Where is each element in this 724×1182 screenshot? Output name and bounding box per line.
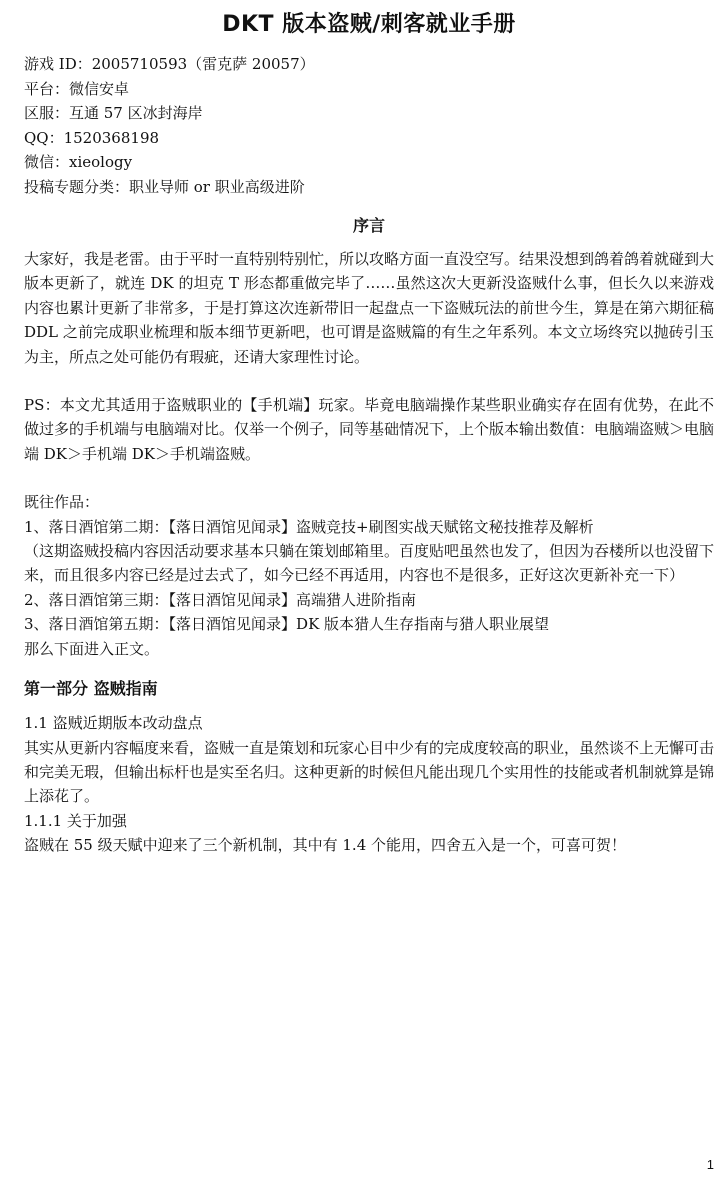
platform-line: 平台：微信安卓 xyxy=(24,79,130,98)
previous-work-item: 1、落日酒馆第二期：【落日酒馆见闻录】盗贼竞技+刷图实战天赋铭文秘技推荐及解析 xyxy=(24,517,594,536)
wechat-line: 微信：xieology xyxy=(24,153,133,171)
section-1-1-paragraph: 其实从更新内容幅度来看，盗贼一直是策划和玩家心目中少有的完成度较高的职业，虽然谈不上无懈可击和完美无瑕，但输出标杆也是实至名归。这种更新的时候但凡能出现几个实用性的技能或者机制就算是锦上添花了。 xyxy=(24,738,715,806)
section-1-1-1-paragraph: 盗贼在 55 级天赋中迎来了三个新机制，其中有 1.4 个能用，四舍五入是一个，可喜可贺！ xyxy=(24,836,627,855)
document-page xyxy=(24,0,714,858)
document-title: DKT 版本盗贼/刺客就业手册 xyxy=(222,12,516,37)
category-line: 投稿专题分类：职业导师 or 职业高级进阶 xyxy=(24,177,305,196)
qq-line: QQ：1520368198 xyxy=(24,128,160,147)
previous-work-note: （这期盗贼投稿内容因活动要求基本只躺在策划邮箱里。百度贴吧虽然也发了，但因为吞楼所以也没留下来，而且很多内容已经是过去式了，如今已经不再适用，内容也不是很多，正好这次更新补充一下） xyxy=(24,542,715,585)
preface-heading: 序言 xyxy=(352,216,385,235)
transition-text: 那么下面进入正文。 xyxy=(24,639,160,658)
game-id-line: 游戏 ID：2005710593（雷克萨 20057） xyxy=(24,55,315,73)
previous-work-item: 2、落日酒馆第三期：【落日酒馆见闻录】高端猎人进阶指南 xyxy=(24,590,417,609)
previous-work-item: 3、落日酒馆第五期：【落日酒馆见闻录】DK 版本猎人生存指南与猎人职业展望 xyxy=(24,615,550,634)
page-number: 1 xyxy=(706,1157,714,1172)
ps-paragraph: PS：本文尤其适用于盗贼职业的【手机端】玩家。毕竟电脑端操作某些职业确实存在固有优势，在此不做过多的手机端与电脑端对比。仅举一个例子，同等基础情况下，上个版本输出数值：电脑端盗贼＞电脑端 DK＞手机端 DK＞手机端盗贼。 xyxy=(24,396,715,463)
previous-works-title: 既往作品： xyxy=(24,493,100,512)
spacer xyxy=(24,369,714,393)
server-line: 区服：互通 57 区冰封海岸 xyxy=(24,104,203,122)
part-one-heading: 第一部分 盗贼指南 xyxy=(24,679,158,699)
author-info xyxy=(24,52,714,199)
section-1-1-heading: 1.1 盗贼近期版本改动盘点 xyxy=(24,714,203,733)
spacer xyxy=(24,466,714,490)
preface-paragraph: 大家好，我是老雷。由于平时一直特别特别忙，所以攻略方面一直没空写。结果没想到鸽着鸽着就碰到大版本更新了，就连 DK 的坦克 T 形态都重做完毕了……虽然这次大更新没盗贼什么事，但长久以来游戏内容也累计更新了非常多，于是打算这次连新带旧一起盘点一下盗贼玩法的前世今生，算是在第六期征稿 DDL 之前完成职业梳理和版本细节更新吧，也可谓是盗贼篇的有生之年系列。本文立场终究以抛砖引玉为主，所点之处可能仍有瑕疵，还请大家理性讨论。 xyxy=(24,250,715,366)
section-1-1-1-heading: 1.1.1 关于加强 xyxy=(24,811,127,830)
